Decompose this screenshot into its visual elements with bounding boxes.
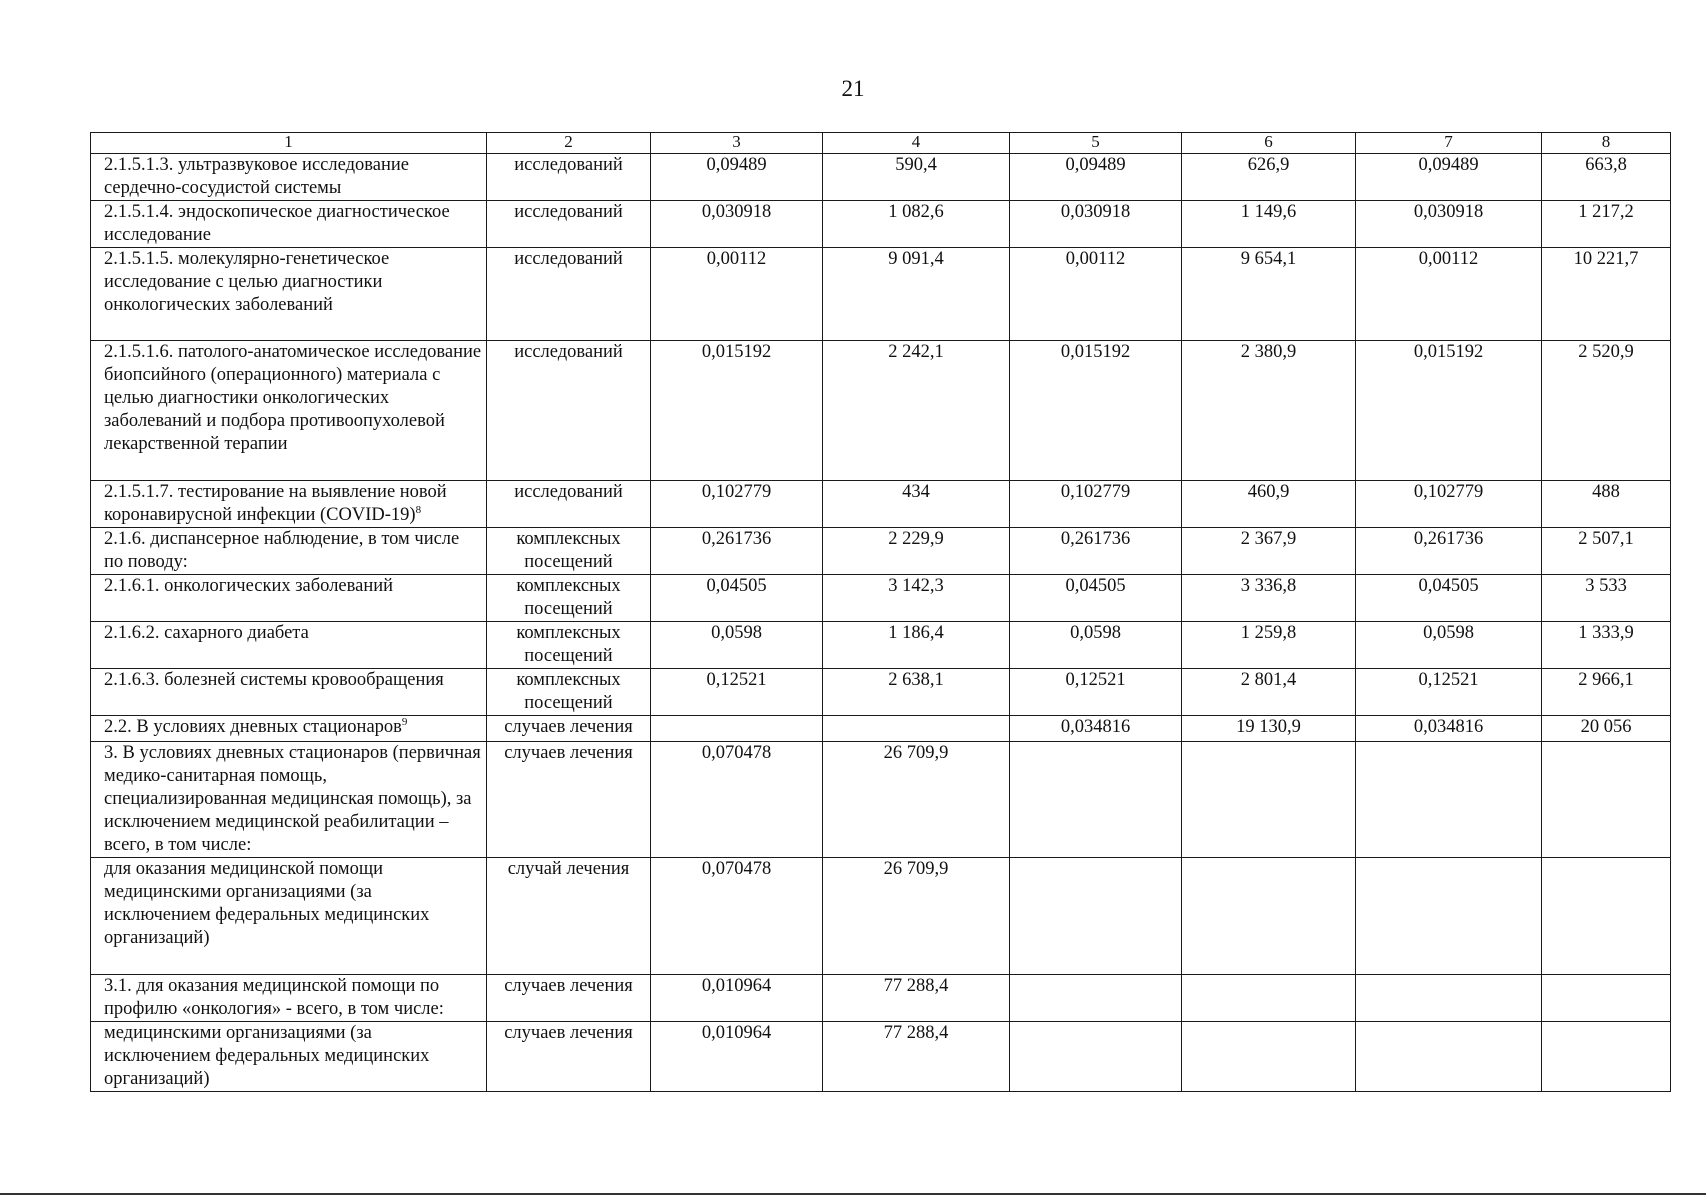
row-value: 1 082,6: [823, 201, 1010, 248]
row-label-text: 2.2. В условиях дневных стационаров: [104, 717, 402, 737]
table-row: [91, 481, 1671, 528]
row-label: [91, 716, 487, 742]
row-value: 2 638,1: [823, 669, 1010, 716]
row-unit: случаев лечения: [487, 1022, 651, 1092]
row-label-text: 2.1.6.2. сахарного диабета: [104, 623, 309, 643]
row-value: [1356, 1022, 1542, 1092]
row-value: 0,015192: [651, 341, 823, 481]
table-row: [91, 154, 1671, 201]
row-value: 0,0598: [1010, 622, 1182, 669]
row-label-text: 2.1.6.1. онкологических заболеваний: [104, 576, 394, 596]
row-value: 0,04505: [651, 575, 823, 622]
row-label: [91, 742, 487, 858]
row-value: 2 507,1: [1542, 528, 1671, 575]
row-value: 26 709,9: [823, 742, 1010, 858]
row-label-text: 2.1.6.3. болезней системы кровообращения: [104, 670, 444, 690]
column-header: 4: [823, 133, 1010, 154]
column-header: 6: [1182, 133, 1356, 154]
row-value: [1182, 742, 1356, 858]
row-value: 0,015192: [1010, 341, 1182, 481]
row-value: 1 149,6: [1182, 201, 1356, 248]
row-value: [1542, 975, 1671, 1022]
row-label: [91, 975, 487, 1022]
row-value: 0,00112: [1010, 248, 1182, 341]
row-value: 663,8: [1542, 154, 1671, 201]
row-value: 626,9: [1182, 154, 1356, 201]
row-value: 2 380,9: [1182, 341, 1356, 481]
row-value: 0,09489: [1356, 154, 1542, 201]
row-value: [1182, 858, 1356, 975]
row-value: [1182, 975, 1356, 1022]
row-label: [91, 201, 487, 248]
row-value: 26 709,9: [823, 858, 1010, 975]
row-label-text: 2.1.5.1.4. эндоскопическое диагностическое исследование: [104, 202, 450, 245]
row-value: 77 288,4: [823, 975, 1010, 1022]
row-value: 434: [823, 481, 1010, 528]
row-value: 2 966,1: [1542, 669, 1671, 716]
data-table: [90, 132, 1671, 1092]
page-number: 21: [841, 76, 865, 101]
row-value: [1010, 975, 1182, 1022]
row-value: [1356, 742, 1542, 858]
row-label-text: 2.1.5.1.7. тестирование на выявление новой коронавирусной инфекции (COVID-19): [104, 482, 447, 525]
column-header: 5: [1010, 133, 1182, 154]
table-row: [91, 742, 1671, 858]
row-label: [91, 481, 487, 528]
row-value: 0,12521: [1356, 669, 1542, 716]
footnote-marker: 8: [415, 503, 422, 516]
row-value: [1010, 1022, 1182, 1092]
row-value: [1010, 742, 1182, 858]
row-unit: исследований: [487, 481, 651, 528]
row-value: 9 654,1: [1182, 248, 1356, 341]
row-label: [91, 858, 487, 975]
row-value: 0,034816: [1010, 716, 1182, 742]
row-value: [1542, 1022, 1671, 1092]
row-label-text: медицинскими организациями (за исключением федеральных медицинских организаций): [104, 1023, 430, 1089]
row-label: [91, 341, 487, 481]
row-value: 3 142,3: [823, 575, 1010, 622]
page-bottom-border: [0, 1193, 1706, 1195]
row-value: 0,070478: [651, 858, 823, 975]
row-value: 0,261736: [651, 528, 823, 575]
row-value: 3 533: [1542, 575, 1671, 622]
table-row: [91, 1022, 1671, 1092]
row-value: [651, 716, 823, 742]
row-value: 0,070478: [651, 742, 823, 858]
row-label: [91, 248, 487, 341]
row-label: [91, 575, 487, 622]
row-value: 460,9: [1182, 481, 1356, 528]
row-label: [91, 669, 487, 716]
row-value: 1 333,9: [1542, 622, 1671, 669]
table-row: [91, 716, 1671, 742]
table-row: [91, 669, 1671, 716]
row-value: 19 130,9: [1182, 716, 1356, 742]
row-value: 0,102779: [651, 481, 823, 528]
row-value: 0,04505: [1010, 575, 1182, 622]
row-label-text: для оказания медицинской помощи медицинскими организациями (за исключением федеральных медицинских организаций): [104, 859, 430, 948]
row-unit: исследований: [487, 154, 651, 201]
row-value: 9 091,4: [823, 248, 1010, 341]
row-label-text: 3.1. для оказания медицинской помощи по профилю «онкология» - всего, в том числе:: [104, 976, 444, 1019]
table-row: [91, 528, 1671, 575]
row-value: [823, 716, 1010, 742]
row-unit: случай лечения: [487, 858, 651, 975]
row-unit: комплексных посещений: [487, 669, 651, 716]
row-value: 2 367,9: [1182, 528, 1356, 575]
row-value: 0,00112: [651, 248, 823, 341]
row-unit: комплексных посещений: [487, 575, 651, 622]
row-value: 2 520,9: [1542, 341, 1671, 481]
row-value: 2 801,4: [1182, 669, 1356, 716]
row-value: 1 217,2: [1542, 201, 1671, 248]
column-header: 8: [1542, 133, 1671, 154]
row-value: 590,4: [823, 154, 1010, 201]
table-row: [91, 248, 1671, 341]
row-value: [1182, 1022, 1356, 1092]
row-value: [1356, 975, 1542, 1022]
row-value: 10 221,7: [1542, 248, 1671, 341]
row-value: [1356, 858, 1542, 975]
row-value: 0,010964: [651, 975, 823, 1022]
row-value: [1542, 858, 1671, 975]
row-value: 20 056: [1542, 716, 1671, 742]
footnote-marker: 9: [401, 715, 408, 728]
row-unit: случаев лечения: [487, 742, 651, 858]
row-value: 1 259,8: [1182, 622, 1356, 669]
column-header: 1: [91, 133, 487, 154]
row-unit: случаев лечения: [487, 716, 651, 742]
table-row: [91, 341, 1671, 481]
row-value: 77 288,4: [823, 1022, 1010, 1092]
row-label-text: 3. В условиях дневных стационаров (первичная медико-санитарная помощь, специализированная медицинская помощь), за исключением медицинской реабилитации – всего, в том числе:: [104, 743, 481, 855]
row-label-text: 2.1.5.1.3. ультразвуковое исследование сердечно-сосудистой системы: [104, 155, 409, 198]
row-value: 488: [1542, 481, 1671, 528]
row-label: [91, 154, 487, 201]
column-header: 2: [487, 133, 651, 154]
table-row: [91, 975, 1671, 1022]
column-header: 7: [1356, 133, 1542, 154]
row-value: 0,04505: [1356, 575, 1542, 622]
row-label-text: 2.1.5.1.5. молекулярно-генетическое исследование с целью диагностики онкологических заболеваний: [104, 249, 390, 315]
row-value: 0,010964: [651, 1022, 823, 1092]
row-label-text: 2.1.6. диспансерное наблюдение, в том числе по поводу:: [104, 529, 460, 572]
row-value: 3 336,8: [1182, 575, 1356, 622]
row-value: 0,0598: [651, 622, 823, 669]
row-value: 0,09489: [1010, 154, 1182, 201]
row-value: 0,12521: [1010, 669, 1182, 716]
row-value: 0,261736: [1010, 528, 1182, 575]
row-value: 0,261736: [1356, 528, 1542, 575]
table-row: [91, 858, 1671, 975]
row-value: 0,030918: [1010, 201, 1182, 248]
row-label: [91, 528, 487, 575]
row-value: [1542, 742, 1671, 858]
row-value: 0,102779: [1356, 481, 1542, 528]
column-number-row: [91, 133, 1671, 154]
row-unit: комплексных посещений: [487, 622, 651, 669]
table-row: [91, 575, 1671, 622]
row-value: 2 242,1: [823, 341, 1010, 481]
row-value: 1 186,4: [823, 622, 1010, 669]
row-unit: комплексных посещений: [487, 528, 651, 575]
row-value: 0,030918: [1356, 201, 1542, 248]
row-value: [1010, 858, 1182, 975]
row-unit: случаев лечения: [487, 975, 651, 1022]
row-value: 0,09489: [651, 154, 823, 201]
row-label: [91, 1022, 487, 1092]
row-value: 0,015192: [1356, 341, 1542, 481]
row-unit: исследований: [487, 248, 651, 341]
row-unit: исследований: [487, 201, 651, 248]
row-value: 0,030918: [651, 201, 823, 248]
row-value: 0,102779: [1010, 481, 1182, 528]
row-value: 0,00112: [1356, 248, 1542, 341]
row-value: 0,034816: [1356, 716, 1542, 742]
row-value: 2 229,9: [823, 528, 1010, 575]
row-unit: исследований: [487, 341, 651, 481]
table-row: [91, 201, 1671, 248]
row-label: [91, 622, 487, 669]
row-value: 0,0598: [1356, 622, 1542, 669]
row-label-text: 2.1.5.1.6. патолого-анатомическое исследование биопсийного (операционного) материала с целью диагностики онкологических заболеваний и подбора противоопухолевой лекарственной терапии: [104, 342, 482, 454]
table-row: [91, 622, 1671, 669]
row-value: 0,12521: [651, 669, 823, 716]
column-header: 3: [651, 133, 823, 154]
